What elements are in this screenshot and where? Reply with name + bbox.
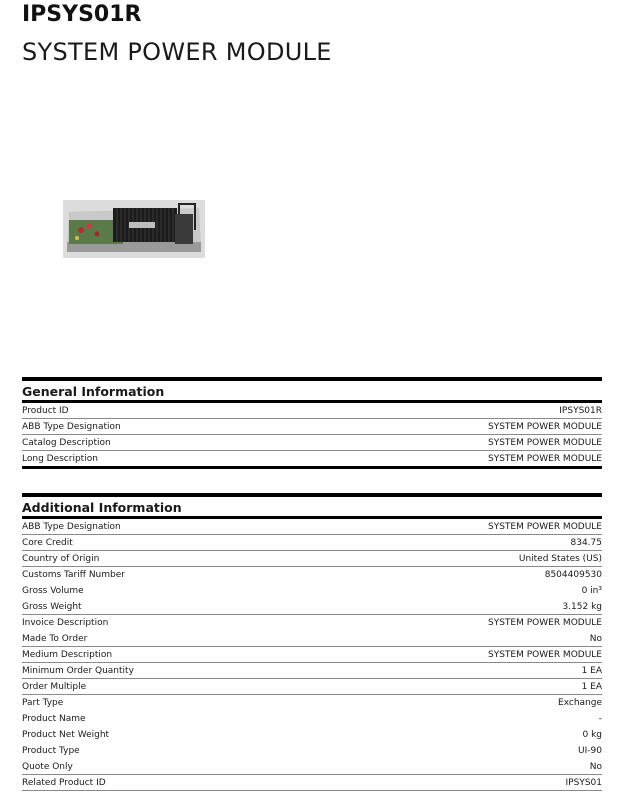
row-label: Gross Weight <box>22 601 82 612</box>
product-photo <box>63 200 205 258</box>
table-row <box>22 663 602 679</box>
general-information-header <box>22 377 602 403</box>
row-value: SYSTEM POWER MODULE <box>487 421 602 432</box>
row-label: Product Name <box>22 713 86 724</box>
general-information-heading: General Information <box>22 384 165 399</box>
general-information-section <box>22 377 602 469</box>
additional-information-header <box>22 493 602 519</box>
row-label: Related Product ID <box>22 777 106 788</box>
table-row <box>22 599 602 615</box>
row-value: SYSTEM POWER MODULE <box>487 649 602 660</box>
row-label: Long Description <box>22 453 98 464</box>
row-value: SYSTEM POWER MODULE <box>487 437 602 448</box>
table-row <box>22 403 602 419</box>
row-value: 0 in³ <box>581 585 602 596</box>
row-label: Product Net Weight <box>22 729 110 740</box>
row-value: UI-90 <box>578 745 602 756</box>
row-value: SYSTEM POWER MODULE <box>487 453 602 464</box>
table-row <box>22 615 602 631</box>
table-row <box>22 419 602 435</box>
row-value: United States (US) <box>518 553 602 564</box>
row-label: Minimum Order Quantity <box>22 665 134 676</box>
row-label: Invoice Description <box>22 617 109 628</box>
table-row <box>22 775 602 791</box>
row-value: 834.75 <box>570 537 602 548</box>
row-label: Customs Tariff Number <box>22 569 125 580</box>
table-row <box>22 551 602 567</box>
row-value: SYSTEM POWER MODULE <box>487 617 602 628</box>
row-label: ABB Type Designation <box>22 521 121 532</box>
table-row <box>22 679 602 695</box>
row-value: 0 kg <box>582 729 602 740</box>
row-label: Made To Order <box>22 633 88 644</box>
row-label: Quote Only <box>22 761 73 772</box>
row-label: Product Type <box>22 745 80 756</box>
product-photo-illustration <box>63 200 205 258</box>
product-id-title: IPSYS01R <box>22 2 142 27</box>
table-row <box>22 711 602 727</box>
table-row <box>22 567 602 583</box>
additional-information-heading: Additional Information <box>22 500 182 515</box>
additional-information-section <box>22 493 602 791</box>
row-value: IPSYS01 <box>565 777 602 788</box>
row-value: No <box>589 761 602 772</box>
table-row <box>22 583 602 599</box>
table-row <box>22 695 602 711</box>
table-row <box>22 647 602 663</box>
product-subtitle: SYSTEM POWER MODULE <box>22 38 332 66</box>
row-label: Order Multiple <box>22 681 87 692</box>
row-label: Medium Description <box>22 649 113 660</box>
row-value: IPSYS01R <box>559 405 602 416</box>
row-label: ABB Type Designation <box>22 421 121 432</box>
row-value: 1 EA <box>581 665 602 676</box>
table-row <box>22 451 602 469</box>
row-label: Gross Volume <box>22 585 84 596</box>
row-value: 8504409530 <box>544 569 602 580</box>
table-row <box>22 727 602 743</box>
row-label: Country of Origin <box>22 553 100 564</box>
table-row <box>22 631 602 647</box>
row-value: SYSTEM POWER MODULE <box>487 521 602 532</box>
table-row <box>22 535 602 551</box>
table-row <box>22 743 602 759</box>
table-row <box>22 519 602 535</box>
row-value: 1 EA <box>581 681 602 692</box>
row-label: Part Type <box>22 697 64 708</box>
table-row <box>22 435 602 451</box>
row-value: Exchange <box>558 697 602 708</box>
row-label: Product ID <box>22 405 69 416</box>
table-row <box>22 759 602 775</box>
row-value: No <box>589 633 602 644</box>
row-label: Core Credit <box>22 537 73 548</box>
row-value: - <box>598 713 602 724</box>
row-value: 3.152 kg <box>562 601 602 612</box>
row-label: Catalog Description <box>22 437 111 448</box>
